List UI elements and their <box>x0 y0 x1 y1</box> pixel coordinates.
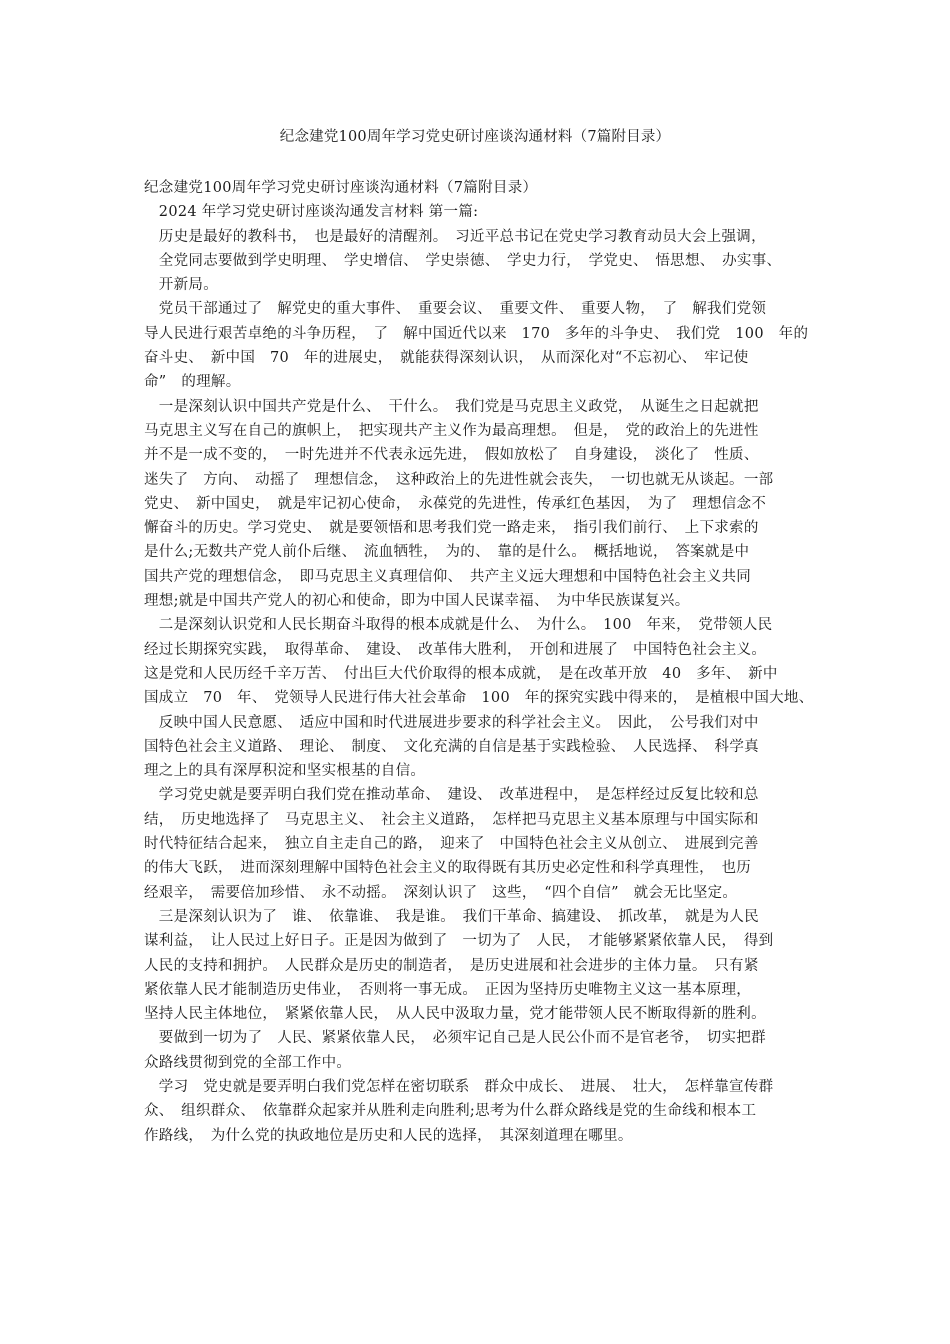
text-line: 作路线， 为什么党的执政地位是历史和人民的选择， 其深刻道理在哪里。 <box>144 1127 633 1144</box>
text-line: 众路线贯彻到党的全部工作中。 <box>144 1054 352 1071</box>
text-line: 坚持人民主体地位， 紧紧依靠人民， 从人民中汲取力量，党才能带领人民不断取得新的胜利。 <box>144 1006 766 1023</box>
text-line: 学习党史就是要弄明白我们党在推动革命、 建设、 改革进程中， 是怎样经过反复比较和总 <box>144 787 759 804</box>
text-line: 经过长期探究实践， 取得革命、 建设、 改革伟大胜利， 开创和进展了 中国特色社会主义。 <box>144 641 767 658</box>
text-line: 国共产党的理想信念， 即马克思主义真理信仰、 共产主义远大理想和中国特色社会主义共同 <box>144 568 752 585</box>
text-line: 2024 年学习党史研讨座谈沟通发言材料 第一篇: <box>144 204 479 221</box>
text-line: 二是深刻认识党和人民长期奋斗取得的根本成就是什么、 为什么。 100 年来， 党带领人民 <box>144 617 773 634</box>
document-title: 纪念建党100周年学习党史研讨座谈沟通材料（7篇附目录） <box>279 129 671 145</box>
text-line: 开新局。 <box>144 277 218 294</box>
text-line: 反映中国人民意愿、 适应中国和时代进展进步要求的科学社会主义。 因此， 公号我们对中 <box>144 714 759 731</box>
text-line: 经艰辛， 需要倍加珍惜、 永不动摇。 深刻认识了 这些， “四个自信” 就会无比坚定。 <box>144 884 738 901</box>
text-line: 奋斗史、 新中国 70 年的进展史， 就能获得深刻认识， 从而深化对“不忘初心、 牢记使 <box>144 350 749 367</box>
text-line: 要做到一切为了 人民、紧紧依靠人民， 必须牢记自己是人民公仆而不是官老爷， 切实把群 <box>144 1030 766 1047</box>
text-line: 党史、 新中国史， 就是牢记初心使命， 永葆党的先进性，传承红色基因， 为了 理想信念不 <box>144 495 767 512</box>
text-line: 结， 历史地选择了 马克思主义、 社会主义道路， 怎样把马克思主义基本原理与中国实际和 <box>144 811 759 828</box>
text-line: 三是深刻认识为了 谁、 依靠谁、 我是谁。 我们干革命、搞建设、 抓改革， 就是为人民 <box>144 908 759 925</box>
text-line: 命” 的理解。 <box>144 374 241 391</box>
text-line: 并不是一成不变的， 一时先进并不代表永远先进， 假如放松了 自身建设， 淡化了 性质、 <box>144 447 759 464</box>
text-line: 历史是最好的教科书， 也是最好的清醒剂。 习近平总书记在党史学习教育动员大会上强调， <box>144 228 766 245</box>
text-line: 一是深刻认识中国共产党是什么、 干什么。 我们党是马克思主义政党， 从诞生之日起就把 <box>144 398 759 415</box>
text-line: 理想;就是中国共产党人的初心和使命，即为中国人民谋幸福、 为中华民族谋复兴。 <box>144 593 690 610</box>
text-line: 党员干部通过了 解党史的重大事件、 重要会议、 重要文件、 重要人物， 了 解我们党领 <box>144 301 767 318</box>
text-line: 马克思主义写在自己的旗帜上， 把实现共产主义作为最高理想。 但是， 党的政治上的先进性 <box>144 422 759 439</box>
text-line: 迷失了 方向、 动摇了 理想信念， 这种政治上的先进性就会丧失， 一切也就无从谈起。一部 <box>144 471 774 488</box>
document-body <box>144 176 816 1148</box>
text-line: 是什么;无数共产党人前仆后继、 流血牺牲， 为的、 靠的是什么。 概括地说， 答案就是中 <box>144 544 750 561</box>
text-line: 纪念建党100周年学习党史研讨座谈沟通材料（7篇附目录） <box>144 180 538 196</box>
text-line: 人民的支持和拥护。 人民群众是历史的制造者， 是历史进展和社会进步的主体力量。 只有紧 <box>144 957 759 974</box>
text-line: 紧依靠人民才能制造历史伟业， 否则将一事无成。 正因为坚持历史唯物主义这一基本原理， <box>144 981 752 998</box>
text-line: 国特色社会主义道路、 理论、 制度、 文化充满的自信是基于实践检验、 人民选择、 科学真 <box>144 738 759 755</box>
text-line: 这是党和人民历经千辛万苦、 付出巨大代价取得的根本成就， 是在改革开放 40 多年、 新中 <box>144 665 778 682</box>
text-line: 众、 组织群众、 依靠群众起家并从胜利走向胜利;思考为什么群众路线是党的生命线和根本工 <box>144 1103 757 1120</box>
text-line: 时代特征结合起来， 独立自主走自己的路， 迎来了 中国特色社会主义从创立、 进展到完善 <box>144 836 759 853</box>
text-line: 全党同志要做到学史明理、 学史增信、 学史崇德、 学史力行， 学党史、 悟思想、 办实事、 <box>144 252 782 269</box>
text-line: 导人民进行艰苦卓绝的斗争历程， 了 解中国近代以来 170 多年的斗争史、 我们党 100 年的 <box>144 325 809 342</box>
text-line: 谋利益， 让人民过上好日子。正是因为做到了 一切为了 人民， 才能够紧紧依靠人民， 得到 <box>144 933 774 950</box>
text-line: 的伟大飞跃， 进而深刻理解中国特色社会主义的取得既有其历史必定性和科学真理性， 也历 <box>144 860 752 877</box>
text-line: 懈奋斗的历史。学习党史、 就是要领悟和思考我们党一路走来， 指引我们前行、 上下求索的 <box>144 520 759 537</box>
text-line: 理之上的具有深厚积淀和坚实根基的自信。 <box>144 763 426 780</box>
text-line: 学习 党史就是要弄明白我们党怎样在密切联系 群众中成长、 进展、 壮大， 怎样靠宣传群 <box>144 1078 774 1095</box>
text-line: 国成立 70 年、 党领导人民进行伟大社会革命 100 年的探究实践中得来的， 是植根中国大地、 <box>144 690 814 707</box>
